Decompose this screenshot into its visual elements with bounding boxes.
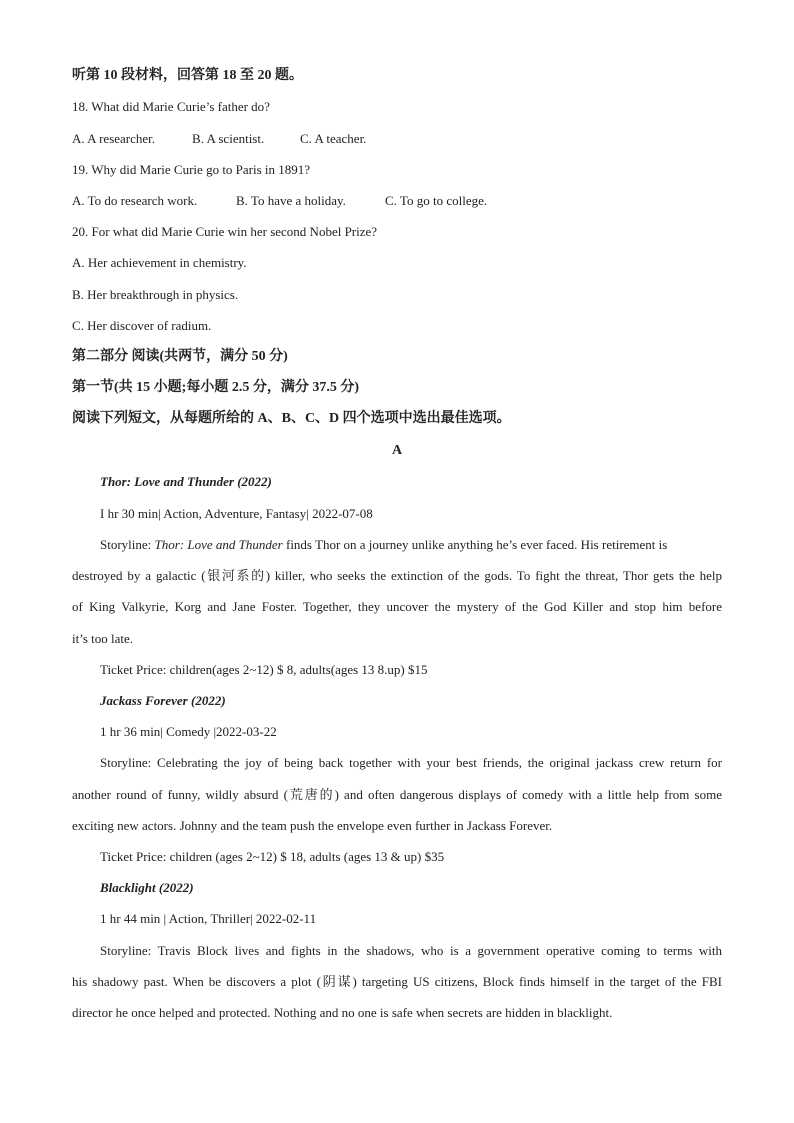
passage-label: A <box>391 443 403 458</box>
question-18: 18. What did Marie Curie’s father do? <box>72 99 270 114</box>
option-19-a: A. To do research work. <box>72 193 198 208</box>
option-19-c: C. To go to college. <box>385 193 488 208</box>
movie-title: Jackass Forever (2022) <box>100 693 226 708</box>
movie-storyline-line: of King Valkyrie, Korg and Jane Foster. Together, they uncover the mystery of the God Killer and stop him before <box>72 599 722 614</box>
movie-storyline-line <box>100 537 667 553</box>
section-heading: 第一节(共 15 小题;每小题 2.5 分，满分 37.5 分) <box>72 380 359 395</box>
movie-storyline-line: his shadowy past. When be discovers a plot (阴谋) targeting US citizens, Block finds himself in the target of the FBI <box>72 974 722 989</box>
movie-storyline-line: Storyline: Celebrating the joy of being back together with your best friends, the original jackass crew return for <box>100 755 722 770</box>
option-18-a: A. A researcher. <box>72 131 156 146</box>
movie-storyline-line: it’s too late. <box>72 631 134 646</box>
ticket-price: Ticket Price: children (ages 2~12) $ 18, adults (ages 13 & up) $35 <box>100 849 445 864</box>
movie-meta: 1 hr 36 min| Comedy |2022-03-22 <box>100 724 277 739</box>
movie-title: Thor: Love and Thunder (2022) <box>100 474 272 489</box>
option-18-b: B. A scientist. <box>192 131 265 146</box>
movie-title: Blacklight (2022) <box>100 880 194 895</box>
question-19: 19. Why did Marie Curie go to Paris in 1891? <box>72 162 311 177</box>
part-heading: 第二部分 阅读(共两节，满分 50 分) <box>72 349 288 364</box>
option-18-c: C. A teacher. <box>300 131 367 146</box>
option-20-a: A. Her achievement in chemistry. <box>72 255 247 270</box>
ticket-price: Ticket Price: children(ages 2~12) $ 8, adults(ages 13 8.up) $15 <box>100 662 428 677</box>
movie-meta: I hr 30 min| Action, Adventure, Fantasy| 2022-07-08 <box>100 506 373 521</box>
option-20-b: B. Her breakthrough in physics. <box>72 287 239 302</box>
storyline-label: Storyline: <box>100 537 152 552</box>
question-19-options <box>72 193 487 209</box>
instruction: 阅读下列短文，从每题所给的 A、B、C、D 四个选项中选出最佳选项。 <box>72 411 511 426</box>
movie-storyline-line: destroyed by a galactic (银河系的) killer, who seeks the extinction of the gods. To fight the threat, Thor gets the help <box>72 568 722 583</box>
movie-meta: 1 hr 44 min | Action, Thriller| 2022-02-11 <box>100 911 317 926</box>
option-19-b: B. To have a holiday. <box>236 193 346 208</box>
movie-storyline-line: exciting new actors. Johnny and the team push the envelope even further in Jackass Forever. <box>72 818 553 833</box>
question-20: 20. For what did Marie Curie win her second Nobel Prize? <box>72 224 378 239</box>
movie-storyline-line: another round of funny, wildly absurd (荒唐的) and often dangerous displays of comedy with a little help from some <box>72 787 722 802</box>
movie-storyline-line: director he once helped and protected. Nothing and no one is safe when secrets are hidden in blacklight. <box>72 1005 613 1020</box>
storyline-text: finds Thor on a journey unlike anything he’s ever faced. His retirement is <box>282 537 668 552</box>
option-20-c: C. Her discover of radium. <box>72 318 212 333</box>
storyline-title: Thor: Love and Thunder <box>154 537 283 552</box>
movie-storyline-line: Storyline: Travis Block lives and fights in the shadows, who is a government operative coming to terms with <box>100 943 722 958</box>
listening-heading: 听第 10 段材料，回答第 18 至 20 题。 <box>72 68 303 83</box>
question-18-options <box>72 131 366 147</box>
